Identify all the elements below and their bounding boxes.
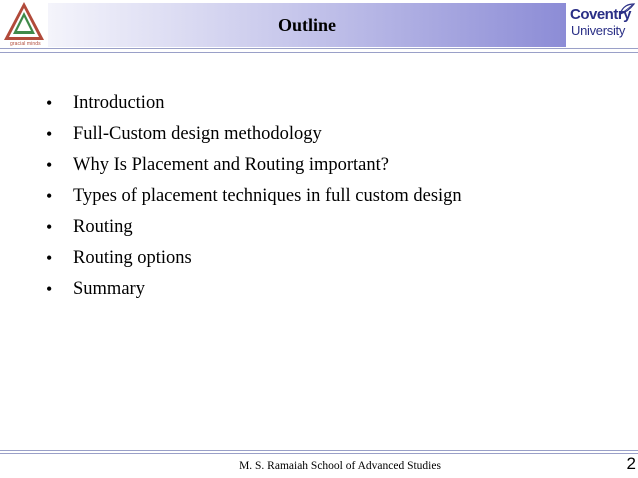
bullet-icon: • [46,93,53,113]
outline-item-text: Introduction [73,93,165,113]
coventry-leaf-icon [618,2,636,16]
outline-item-text: Routing options [73,248,192,268]
bullet-icon: • [46,279,53,299]
outline-item-text: Why Is Placement and Routing important? [73,155,389,175]
outline-item-text: Routing [73,217,133,237]
bullet-icon: • [46,248,53,268]
logo-university-text: University [571,23,626,38]
bullet-icon: • [46,186,53,206]
outline-item-text: Full-Custom design methodology [73,124,322,144]
bullet-icon: • [46,217,53,237]
footer-divider-bottom [0,453,638,454]
footer-institution: M. S. Ramaiah School of Advanced Studies [239,460,441,472]
bullet-icon: • [46,124,53,144]
bullet-icon: • [46,155,53,175]
header-divider-bottom [0,52,638,53]
slide-title: Outline [277,15,336,35]
footer-divider-top [0,450,638,451]
page-number: 2 [626,454,636,473]
msrsas-triangle-logo-icon [2,0,46,42]
header-divider-top [0,48,638,49]
coventry-university-logo [570,6,636,44]
msrsas-logo [2,0,46,50]
outline-item-text: Summary [73,279,145,299]
logo-tagline: gracial minds [10,41,41,47]
logo-coventry-text: Coventry [570,6,632,23]
outline-item-text: Types of placement techniques in full custom design [73,186,462,206]
